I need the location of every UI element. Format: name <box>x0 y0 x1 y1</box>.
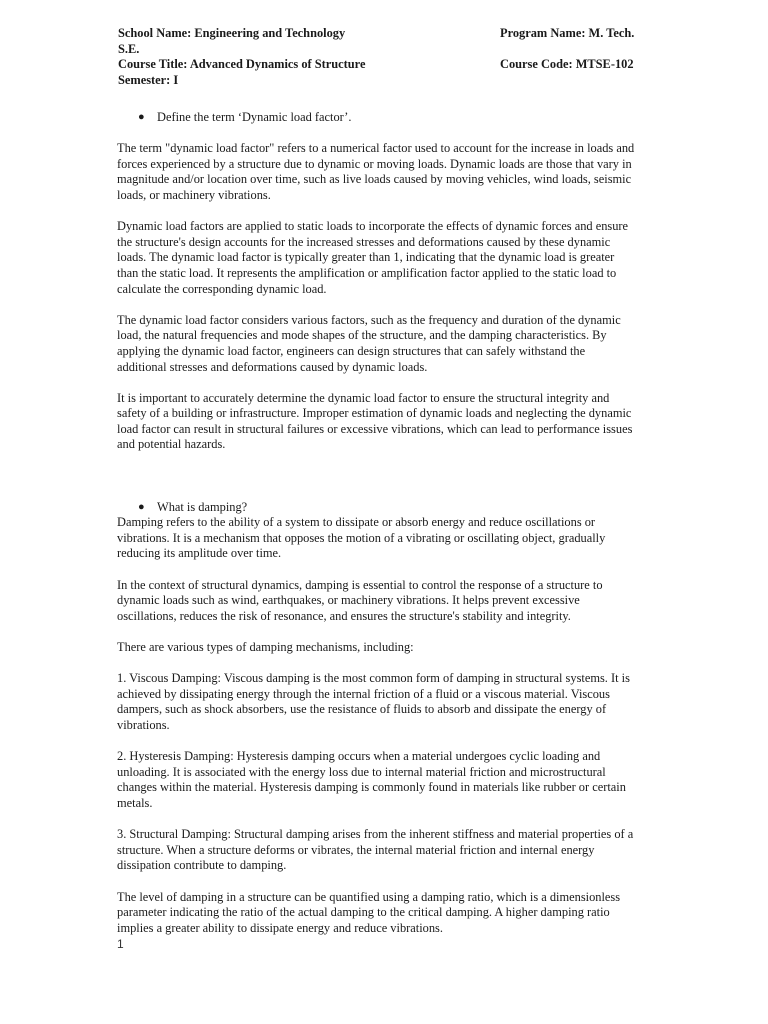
paragraph: It is important to accurately determine the dynamic load factor to ensure the structural integrity and safety of a building or infrastructure. Improper estimation of dynamic loads and neglecting the dynamic load factor can result in structural failures or excessive vibrations, which can lead to performance issues and potential hazards. <box>117 390 633 452</box>
page-number: 1 <box>117 937 124 951</box>
paragraph: The term "dynamic load factor" refers to a numerical factor used to account for the increase in loads and forces experienced by a structure due to dynamic or moving loads. Dynamic loads are those that vary in magnitude and/or location over time, such as live loads caused by moving vehicles, wind loads, seismic loads, or machinery vibrations. <box>117 141 635 202</box>
header-row-1 <box>118 26 648 42</box>
document-body <box>117 110 637 952</box>
spacer <box>117 469 637 500</box>
paragraph: The dynamic load factor considers various factors, such as the frequency and duration of the dynamic load, the natural frequencies and mode shapes of the structure, and the damping characteristics. By applying the dynamic load factor, engineers can design structures that can safely withstand the additional stresses and deformations caused by dynamic loads. <box>117 312 621 374</box>
list-item-hysteresis-damping: 2. Hysteresis Damping: Hysteresis damping occurs when a material undergoes cyclic loading and unloading. It is associated with the energy loss due to internal material friction and microstructural changes within the material. Hysteresis damping is commonly found in materials like rubber or certain metals. <box>117 749 626 810</box>
question-damping <box>117 500 637 516</box>
list-item-structural-damping: 3. Structural Damping: Structural damping arises from the inherent stiffness and material properties of a structure. When a structure deforms or vibrates, the internal material friction and internal energy dissipation contribute to damping. <box>117 827 634 873</box>
list-item-viscous-damping: 1. Viscous Damping: Viscous damping is the most common form of damping in structural systems. It is achieved by dissipating energy through the internal friction of a fluid or a viscous material. Viscous dampers, such as shock absorbers, use the resistance of fluids to absorb and dissipate the energy of vibrations. <box>117 671 630 732</box>
paragraph: There are various types of damping mechanisms, including: <box>117 640 414 654</box>
paragraph: The level of damping in a structure can be quantified using a damping ratio, which is a dimensionless parameter indicating the ratio of the actual damping to the critical damping. A higher damping ratio implies a greater ability to dissipate energy and reduce vibrations. <box>117 889 621 935</box>
semester: Semester: I <box>118 72 179 87</box>
paragraph: Dynamic load factors are applied to static loads to incorporate the effects of dynamic forces and ensure the structure's design accounts for the increased stresses and deformations caused by these dynamic loads. The dynamic load factor is typically greater than 1, indicating that the dynamic load is greater than the static load. It represents the amplification or amplification factor applied to the static load to calculate the corresponding dynamic load. <box>117 219 629 296</box>
course-code: Course Code: MTSE-102 <box>500 57 634 71</box>
header-row-3 <box>118 57 648 73</box>
bullet-icon: ● <box>138 500 145 513</box>
paragraph: In the context of structural dynamics, damping is essential to control the response of a structure to dynamic loads such as wind, earthquakes, or machinery vibrations. It helps prevent excessive oscillations, reduces the risk of resonance, and ensures the structure's stability and integrity. <box>117 577 603 623</box>
program-name-continuation: S.E. <box>118 41 140 56</box>
course-header <box>118 26 648 88</box>
header-row-2 <box>118 42 648 58</box>
school-name: School Name: Engineering and Technology <box>118 26 346 40</box>
paragraph: Damping refers to the ability of a system to dissipate or absorb energy and reduce oscillations or vibrations. It is a mechanism that opposes the motion of a vibrating or oscillating object, gradually reducing its amplitude over time. <box>117 515 606 561</box>
question-text: What is damping? <box>157 499 248 514</box>
program-name: Program Name: M. Tech. <box>500 26 635 40</box>
header-row-4 <box>118 73 648 89</box>
course-title: Course Title: Advanced Dynamics of Structure <box>118 57 366 71</box>
question-text: Define the term ‘Dynamic load factor’. <box>157 110 352 124</box>
bullet-icon: ● <box>138 111 145 123</box>
question-dynamic-load-factor <box>117 110 637 126</box>
